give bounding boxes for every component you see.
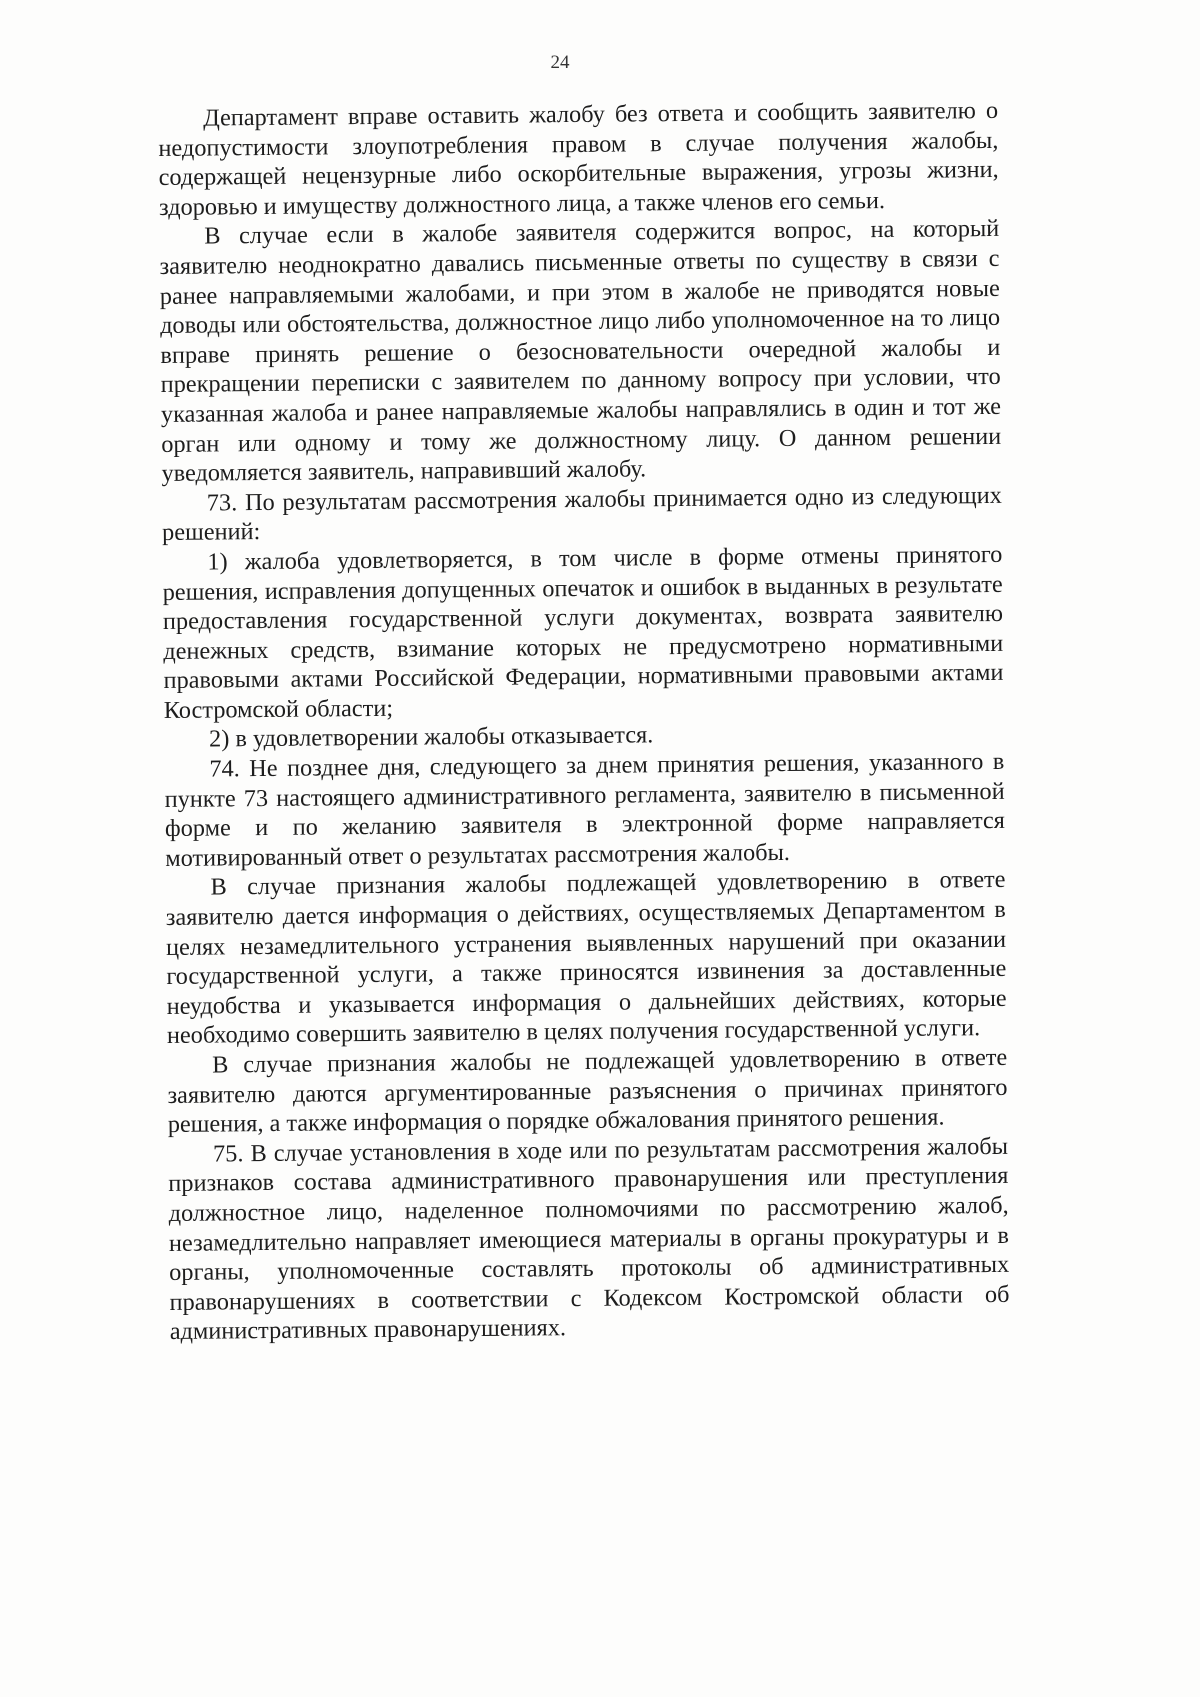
paragraph-clause-75: 75. В случае установления в ходе или по результатам рассмотрения жалобы признаков состава административного правонарушения или преступления должностное лицо, наделенное полномочиями по рассмотрению жалоб, незамедлительно направляет имеющиеся материалы в органы прокуратуры и в органы, уполномоченные составлять протоколы об административных правонарушениях в соответствии с Кодексом Костромской области об административных правонарушениях. (168, 1132, 1010, 1346)
paragraph-clause-73-item-1: 1) жалоба удовлетворяется, в том числе в форме отмены принятого решения, исправления допущенных опечаток и ошибок в выданных в результате предоставления государственной услуги документах, возврата заявителю денежных средств, взимание которых не предусмотрено нормативными правовыми актами Российской Федерации, нормативными правовыми актами Костромской области; (162, 540, 1004, 724)
paragraph-clause-74: 74. Не позднее дня, следующего за днем принятия решения, указанного в пункте 73 настоящего административного регламента, заявителю в письменной форме и по желанию заявителя в электронной форме направляется мотивированный ответ о результатах рассмотрения жалобы. (164, 747, 1006, 872)
paragraph-dismiss-complaint: Департамент вправе оставить жалобу без ответа и сообщить заявителю о недопустимости злоупотребления правом в случае получения жалобы, содержащей нецензурные либо оскорбительные выражения, угрозы жизни, здоровью и имуществу должностного лица, а также членов его семьи. (158, 96, 999, 221)
paragraph-repeated-question: В случае если в жалобе заявителя содержится вопрос, на который заявителю неоднократно давались письменные ответы по существу в связи с ранее направляемыми жалобами, и при этом в жалобе не приводятся новые доводы или обстоятельства, должностное лицо либо уполномоченное на то лицо вправе принять решение о безосновательности очередной жалобы и прекращении переписки с заявителем по данному вопросу при условии, что указанная жалоба и ранее направляемые жалобы направлялись в один и тот же орган или одному и тому же должностному лицу. О данном решении уведомляется заявитель, направивший жалобу. (159, 215, 1002, 488)
paragraph-complaint-satisfied: В случае признания жалобы подлежащей удовлетворению в ответе заявителю дается информация о действиях, осуществляемых Департаментом в целях незамедлительного устранения выявленных нарушений при оказании государственной услуги, а также приносятся извинения за доставленные неудобства и указывается информация о дальнейших действиях, которые необходимо совершить заявителю в целях получения государственной услуги. (165, 866, 1007, 1050)
paragraph-complaint-rejected: В случае признания жалобы не подлежащей удовлетворению в ответе заявителю даются аргументированные разъяснения о причинах принятого решения, а также информация о порядке обжалования принятого решения. (167, 1043, 1008, 1139)
paragraph-clause-73-item-2: 2) в удовлетворении жалобы отказывается. (208, 721, 654, 754)
page-number: 24 (550, 52, 570, 73)
paragraph-clause-73: 73. По результатам рассмотрения жалобы принимается одно из следующих решений: (161, 481, 1002, 547)
document-body (158, 96, 1010, 1347)
